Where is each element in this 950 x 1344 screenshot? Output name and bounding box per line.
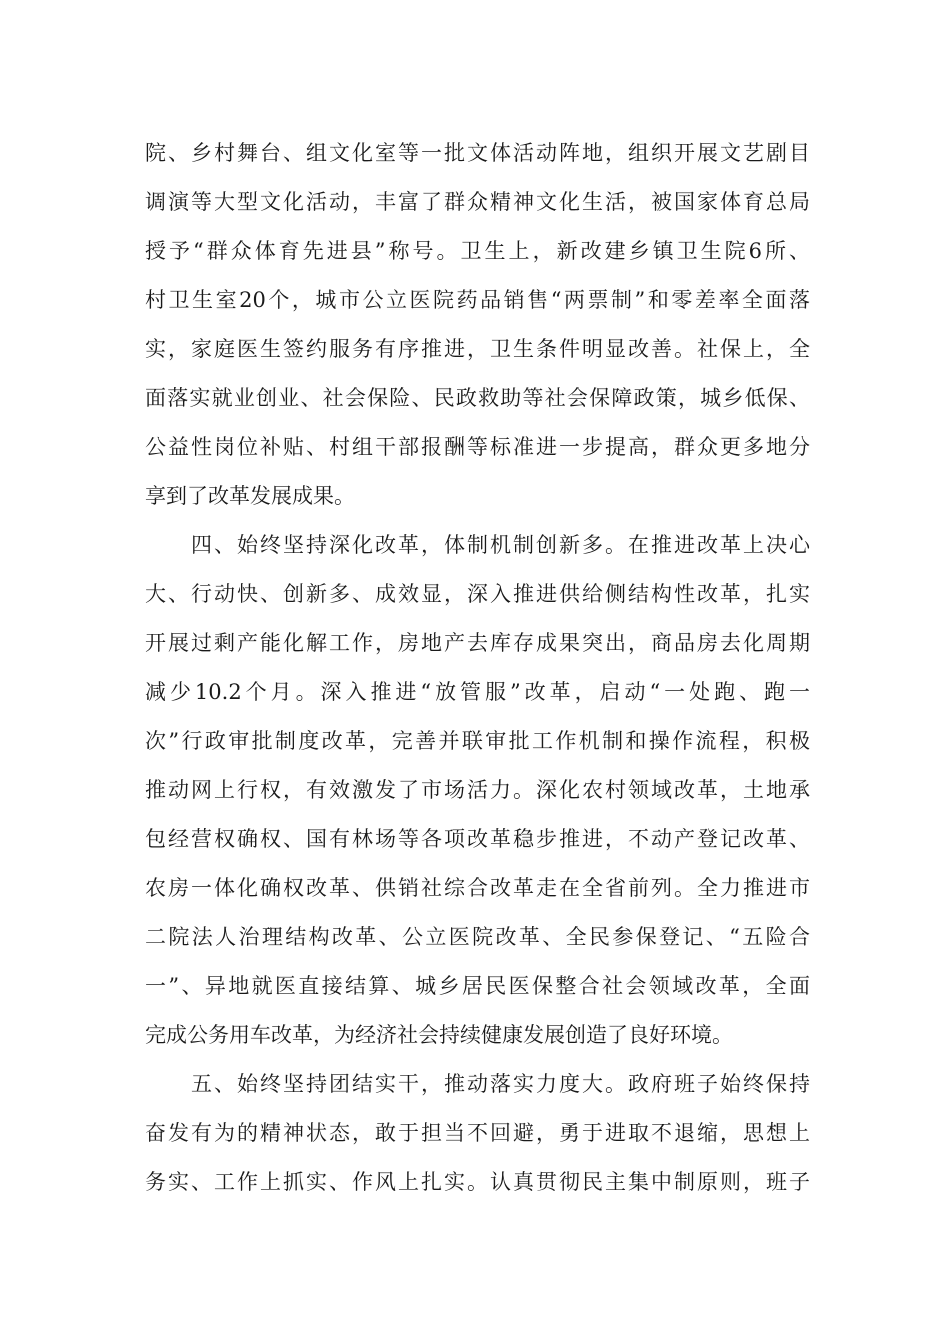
text-line: 二院法人治理结构改革、公立医院改革、全民参保登记、“五险合 (145, 925, 810, 949)
text-line: 开展过剩产能化解工作，房地产去库存成果突出，商品房去化周期 (145, 631, 810, 655)
text-line: 村卫生室20个，城市公立医院药品销售“两票制”和零差率全面落 (145, 288, 810, 312)
text-line: 次”行政审批制度改革，完善并联审批工作机制和操作流程，积极 (145, 729, 810, 753)
text-line: 推动网上行权，有效激发了市场活力。深化农村领域改革，土地承 (145, 778, 810, 802)
text-line: 完成公务用车改革，为经济社会持续健康发展创造了良好环境。 (145, 1023, 733, 1047)
text-line: 务实、工作上抓实、作风上扎实。认真贯彻民主集中制原则，班子 (145, 1170, 810, 1194)
text-line: 授予“群众体育先进县”称号。卫生上，新改建乡镇卫生院6所、 (145, 239, 810, 263)
text-line: 大、行动快、创新多、成效显，深入推进供给侧结构性改革，扎实 (145, 582, 810, 606)
text-line: 减少10.2个月。深入推进“放管服”改革，启动“一处跑、跑一 (145, 680, 810, 704)
paragraph-start-line: 四、始终坚持深化改革，体制机制创新多。在推进改革上决心 (191, 533, 810, 557)
text-line: 农房一体化确权改革、供销社综合改革走在全省前列。全力推进市 (145, 876, 810, 900)
text-line: 享到了改革发展成果。 (145, 484, 355, 508)
text-line: 实，家庭医生签约服务有序推进，卫生条件明显改善。社保上，全 (145, 337, 810, 361)
paragraph-start-line: 五、始终坚持团结实干，推动落实力度大。政府班子始终保持 (191, 1072, 810, 1096)
text-line: 面落实就业创业、社会保险、民政救助等社会保障政策，城乡低保、 (145, 386, 810, 410)
text-line: 院、乡村舞台、组文化室等一批文体活动阵地，组织开展文艺剧目 (145, 141, 810, 165)
text-line: 一”、异地就医直接结算、城乡居民医保整合社会领域改革，全面 (145, 974, 810, 998)
text-line: 公益性岗位补贴、村组干部报酬等标准进一步提高，群众更多地分 (145, 435, 810, 459)
body-text (145, 129, 810, 1207)
text-line: 奋发有为的精神状态，敢于担当不回避，勇于进取不退缩，思想上 (145, 1121, 810, 1145)
text-line: 包经营权确权、国有林场等各项改革稳步推进，不动产登记改革、 (145, 827, 810, 851)
text-line: 调演等大型文化活动，丰富了群众精神文化生活，被国家体育总局 (145, 190, 810, 214)
